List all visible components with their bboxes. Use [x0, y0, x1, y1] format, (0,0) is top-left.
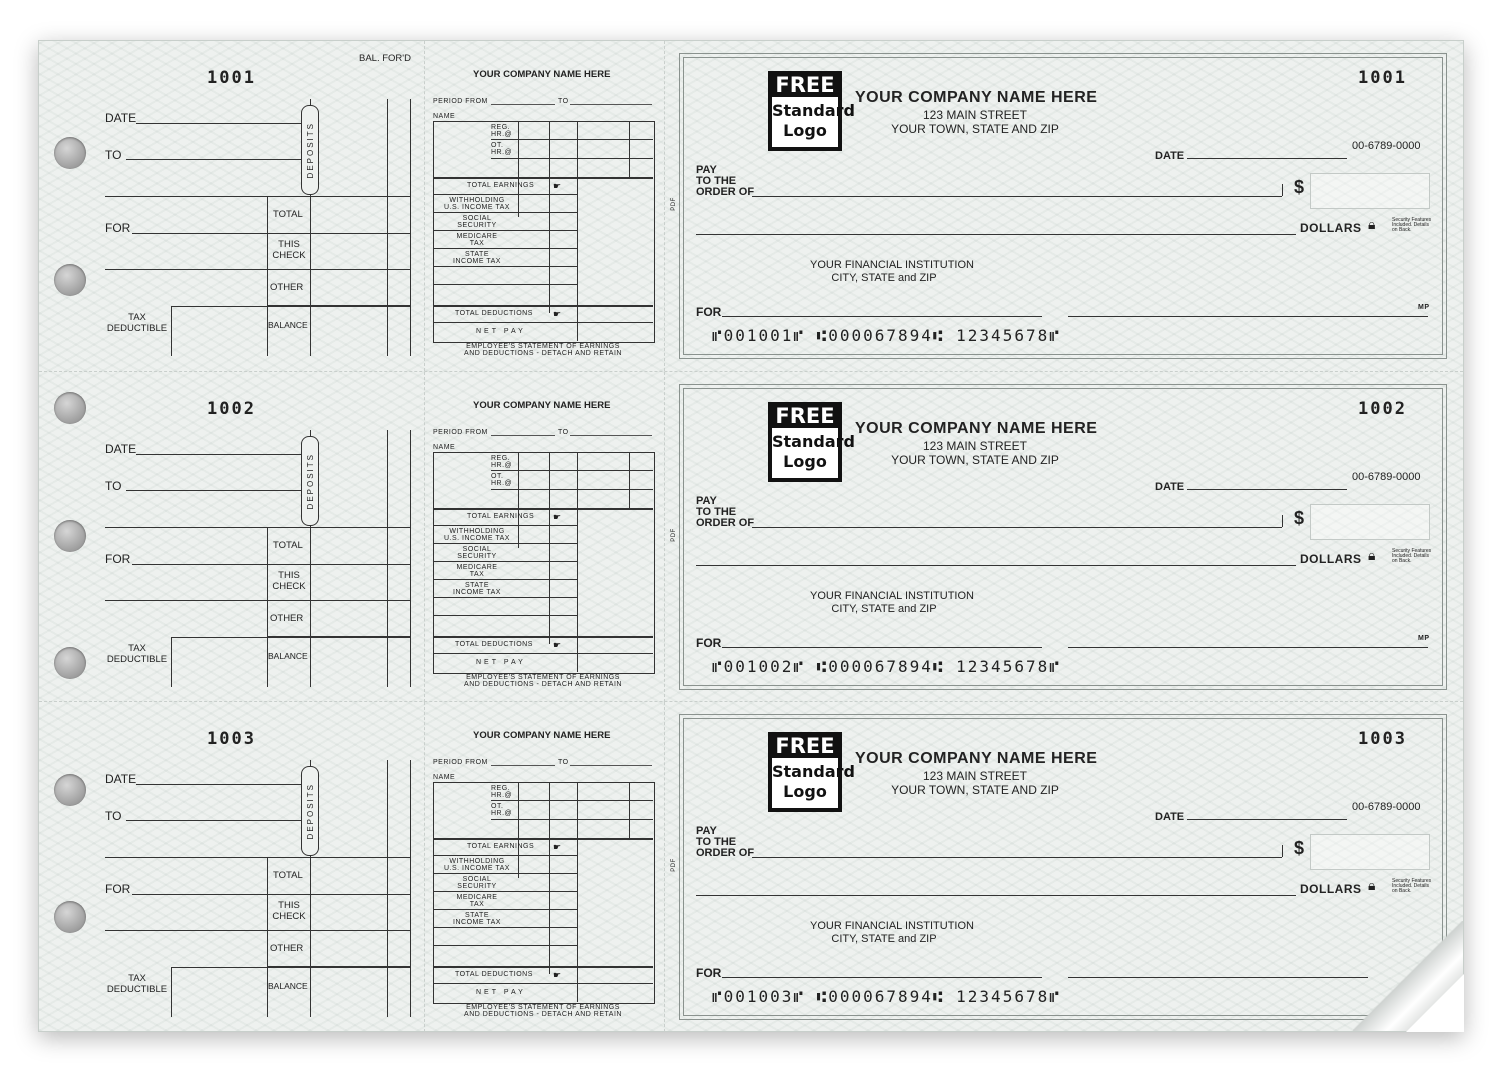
stub-to-line[interactable] [126, 159, 304, 160]
net-pay-label: NET PAY [476, 328, 526, 335]
stub-for-label: FOR [105, 552, 131, 566]
bank-name: YOUR FINANCIAL INSTITUTION [810, 590, 974, 602]
bank-city: CITY, STATE and ZIP [831, 272, 937, 284]
dollar-sign: $ [1294, 508, 1305, 528]
check-number: 1002 [1358, 399, 1407, 419]
grid-line [433, 248, 577, 249]
bank-city: CITY, STATE and ZIP [831, 933, 937, 945]
grid-line [433, 945, 577, 946]
grid-line [491, 158, 653, 159]
pdf-label: PDF [670, 197, 677, 211]
social-security-label: SOCIAL SECURITY [457, 215, 497, 229]
grid-line [433, 579, 577, 580]
stub-vline [410, 760, 411, 1017]
check-row-2 [39, 371, 1463, 702]
stub-for-line[interactable] [132, 233, 267, 234]
stub-vline [171, 306, 172, 356]
period-from-label: PERIOD FROM [433, 429, 488, 436]
period-from-line[interactable] [491, 435, 555, 436]
routing-fraction: 00-6789-0000 [1352, 801, 1421, 813]
employee-statement: EMPLOYEE'S STATEMENT OF EARNINGS AND DEDUCTIONS - DETACH AND RETAIN [464, 1004, 622, 1018]
total-deductions-label: TOTAL DEDUCTIONS [455, 971, 533, 978]
mp-label: MP [1418, 304, 1430, 311]
check-company-name: YOUR COMPANY NAME HERE [855, 420, 1098, 437]
stub-date-label: DATE [105, 111, 137, 125]
grid-line [433, 636, 653, 638]
pay-to-label: PAY TO THE ORDER OF [696, 825, 755, 859]
bank-city: CITY, STATE and ZIP [831, 603, 937, 615]
stub-line [267, 600, 410, 601]
lock-icon: 🔒︎ [1368, 877, 1376, 893]
perforation [424, 702, 425, 1032]
grid-line [433, 230, 577, 231]
binder-hole [54, 392, 86, 424]
stub-line [171, 967, 267, 968]
perforation [424, 41, 425, 371]
stub-for-line-2[interactable] [105, 930, 267, 931]
stub-line [267, 233, 410, 234]
stub-to-label: TO [105, 479, 122, 493]
check-number: 1003 [1358, 729, 1407, 749]
period-to-line[interactable] [570, 104, 652, 105]
check-company-name: YOUR COMPANY NAME HERE [855, 89, 1098, 106]
period-to-line[interactable] [570, 765, 652, 766]
check-date-label: DATE [1155, 481, 1185, 493]
payroll-company: YOUR COMPANY NAME HERE [473, 730, 611, 741]
stub-to-label: TO [105, 809, 122, 823]
net-pay-label: NET PAY [476, 659, 526, 666]
bal-ford-label: BAL. FOR'D [359, 53, 411, 64]
amount-box[interactable] [1310, 173, 1430, 209]
check-date-line[interactable] [1187, 489, 1347, 490]
stub-line [267, 564, 410, 565]
balance-label: BALANCE [268, 981, 308, 991]
employee-statement: EMPLOYEE'S STATEMENT OF EARNINGS AND DEDUCTIONS - DETACH AND RETAIN [464, 343, 622, 357]
stub-vline [410, 430, 411, 687]
perforation [664, 41, 665, 371]
amount-words-line[interactable] [696, 895, 1296, 896]
grid-line [433, 855, 577, 856]
payroll-company: YOUR COMPANY NAME HERE [473, 400, 611, 411]
stub-for-line-2[interactable] [105, 269, 267, 270]
name-label: NAME [433, 774, 456, 781]
stub-date-line[interactable] [136, 123, 304, 124]
check-face [679, 384, 1447, 690]
micr-line: ⑈001003⑈ ⑆000067894⑆ 12345678⑈ [712, 987, 1061, 1006]
pay-to-label: PAY TO THE ORDER OF [696, 495, 755, 529]
period-from-line[interactable] [491, 765, 555, 766]
total-label: TOTAL [273, 870, 303, 881]
period-from-label: PERIOD FROM [433, 98, 488, 105]
pointing-hand-icon: ☛ [553, 309, 562, 319]
check-company-name: YOUR COMPANY NAME HERE [855, 750, 1098, 767]
state-tax-label: STATE INCOME TAX [453, 912, 501, 926]
pointing-hand-icon: ☛ [553, 512, 562, 522]
memo-label: FOR [696, 305, 722, 319]
grid-line [433, 597, 577, 598]
stub-line [171, 306, 267, 307]
company-street: 123 MAIN STREET [922, 769, 1028, 783]
period-from-line[interactable] [491, 104, 555, 105]
micr-line: ⑈001002⑈ ⑆000067894⑆ 12345678⑈ [712, 657, 1061, 676]
stub-for-line-2[interactable] [105, 600, 267, 601]
payee-line[interactable] [752, 527, 1282, 528]
payee-line[interactable] [752, 196, 1282, 197]
check-row-1 [39, 41, 1463, 371]
check-date-line[interactable] [1187, 158, 1347, 159]
deposits-tab: DEPOSITS [301, 105, 319, 195]
stub-line [267, 269, 410, 270]
binder-hole [54, 520, 86, 552]
stub-date-label: DATE [105, 442, 137, 456]
grid-line [433, 966, 653, 968]
withholding-label: WITHHOLDING U.S. INCOME TAX [444, 528, 510, 542]
binder-hole [54, 901, 86, 933]
company-street: 123 MAIN STREET [922, 439, 1028, 453]
amount-box[interactable] [1310, 834, 1430, 870]
routing-fraction: 00-6789-0000 [1352, 140, 1421, 152]
grid-vline [577, 782, 578, 1002]
perforation [664, 702, 665, 1032]
ot-hr-label: OT. HR.@ [491, 473, 513, 487]
total-deductions-label: TOTAL DEDUCTIONS [455, 641, 533, 648]
signature-line[interactable] [1068, 647, 1428, 648]
binder-hole [54, 774, 86, 806]
this-check-label: THIS CHECK [272, 900, 306, 922]
other-label: OTHER [270, 613, 304, 624]
pdf-label: PDF [670, 858, 677, 872]
social-security-label: SOCIAL SECURITY [457, 546, 497, 560]
grid-line [491, 489, 653, 490]
ot-hr-label: OT. HR.@ [491, 142, 513, 156]
period-to-label: TO [558, 429, 569, 436]
dollars-label: DOLLARS [1300, 882, 1362, 896]
stub-for-label: FOR [105, 882, 131, 896]
period-from-label: PERIOD FROM [433, 759, 488, 766]
pdf-label: PDF [670, 528, 677, 542]
balance-label: BALANCE [268, 651, 308, 661]
grid-line [433, 838, 653, 840]
grid-line [433, 194, 577, 195]
lock-icon: 🔒︎ [1368, 547, 1376, 563]
stub-vline [267, 527, 268, 687]
security-note: Security Features Included. Details on Back. [1392, 878, 1432, 894]
binder-hole [54, 264, 86, 296]
grid-line [433, 543, 577, 544]
social-security-label: SOCIAL SECURITY [457, 876, 497, 890]
total-deductions-label: TOTAL DEDUCTIONS [455, 310, 533, 317]
logo-badge: FREE Standard Logo [768, 402, 842, 482]
company-street: 123 MAIN STREET [922, 108, 1028, 122]
deposits-tab: DEPOSITS [301, 436, 319, 526]
balance-label: BALANCE [268, 320, 308, 330]
total-earnings-label: TOTAL EARNINGS [467, 182, 535, 189]
check-date-line[interactable] [1187, 819, 1347, 820]
bank-name: YOUR FINANCIAL INSTITUTION [810, 920, 974, 932]
stub-vline [387, 430, 388, 687]
grid-line [433, 653, 653, 654]
total-earnings-label: TOTAL EARNINGS [467, 513, 535, 520]
stub-line [267, 894, 410, 895]
memo-label: FOR [696, 636, 722, 650]
grid-vline [629, 121, 630, 177]
stub-check-number: 1002 [207, 399, 256, 419]
stub-line [267, 636, 410, 638]
withholding-label: WITHHOLDING U.S. INCOME TAX [444, 197, 510, 211]
grid-vline [629, 782, 630, 838]
medicare-label: MEDICARE TAX [456, 894, 498, 908]
check-date-label: DATE [1155, 150, 1185, 162]
grid-line [433, 615, 577, 616]
medicare-label: MEDICARE TAX [456, 233, 498, 247]
grid-line [433, 873, 577, 874]
perforation [664, 372, 665, 702]
grid-line [491, 800, 653, 801]
stub-check-number: 1001 [207, 68, 256, 88]
grid-line [433, 212, 577, 213]
stub-date-line[interactable] [136, 454, 304, 455]
stub-vline [267, 196, 268, 356]
logo-badge: FREE Standard Logo [768, 732, 842, 812]
total-label: TOTAL [273, 540, 303, 551]
grid-line [433, 909, 577, 910]
stub-divider [105, 527, 410, 528]
check-face [679, 714, 1447, 1020]
tax-deductible-label: TAX DEDUCTIBLE [106, 312, 168, 334]
period-to-line[interactable] [570, 435, 652, 436]
amount-box[interactable] [1310, 504, 1430, 540]
pointing-hand-icon: ☛ [553, 640, 562, 650]
grid-vline [577, 452, 578, 672]
other-label: OTHER [270, 282, 304, 293]
stub-date-label: DATE [105, 772, 137, 786]
stub-divider [105, 857, 410, 858]
binder-hole [54, 137, 86, 169]
stub-vline [171, 967, 172, 1017]
stub-check-number: 1003 [207, 729, 256, 749]
lock-icon: 🔒︎ [1368, 216, 1376, 232]
security-note: Security Features Included. Details on Back. [1392, 217, 1432, 233]
perforation [424, 372, 425, 702]
company-town: YOUR TOWN, STATE AND ZIP [891, 783, 1059, 797]
this-check-label: THIS CHECK [272, 239, 306, 261]
check-face [679, 53, 1447, 359]
bank-name: YOUR FINANCIAL INSTITUTION [810, 259, 974, 271]
grid-line [433, 266, 577, 267]
stub-to-label: TO [105, 148, 122, 162]
payee-line-end [1282, 845, 1283, 857]
period-to-label: TO [558, 759, 569, 766]
mp-label: MP [1418, 635, 1430, 642]
stub-vline [171, 637, 172, 687]
payee-line-end [1282, 184, 1283, 196]
memo-label: FOR [696, 966, 722, 980]
signature-line[interactable] [1068, 977, 1368, 978]
withholding-label: WITHHOLDING U.S. INCOME TAX [444, 858, 510, 872]
pointing-hand-icon: ☛ [553, 842, 562, 852]
amount-words-line[interactable] [696, 234, 1296, 235]
ot-hr-label: OT. HR.@ [491, 803, 513, 817]
payee-line[interactable] [752, 857, 1282, 858]
routing-fraction: 00-6789-0000 [1352, 471, 1421, 483]
pointing-hand-icon: ☛ [553, 181, 562, 191]
stub-for-line[interactable] [132, 894, 267, 895]
grid-vline [629, 452, 630, 508]
grid-line [433, 983, 653, 984]
reg-hr-label: REG. HR.@ [491, 124, 513, 138]
stub-to-line[interactable] [126, 490, 304, 491]
this-check-label: THIS CHECK [272, 570, 306, 592]
total-label: TOTAL [273, 209, 303, 220]
logo-badge: FREE Standard Logo [768, 71, 842, 151]
stub-divider [105, 196, 410, 197]
tax-deductible-label: TAX DEDUCTIBLE [106, 643, 168, 665]
name-label: NAME [433, 444, 456, 451]
stub-vline [387, 760, 388, 1017]
memo-line[interactable] [722, 647, 1042, 648]
period-to-label: TO [558, 98, 569, 105]
grid-line [433, 525, 577, 526]
grid-line [433, 177, 653, 179]
dollar-sign: $ [1294, 177, 1305, 197]
memo-line[interactable] [722, 977, 1042, 978]
deposits-tab: DEPOSITS [301, 766, 319, 856]
grid-vline [518, 121, 519, 217]
total-earnings-label: TOTAL EARNINGS [467, 843, 535, 850]
grid-line [491, 819, 653, 820]
security-note: Security Features Included. Details on Back. [1392, 548, 1432, 564]
dollars-label: DOLLARS [1300, 221, 1362, 235]
reg-hr-label: REG. HR.@ [491, 785, 513, 799]
pointing-hand-icon: ☛ [553, 970, 562, 980]
net-pay-label: NET PAY [476, 989, 526, 996]
grid-line [433, 284, 577, 285]
memo-line[interactable] [722, 316, 1042, 317]
tax-deductible-label: TAX DEDUCTIBLE [106, 973, 168, 995]
stub-vline [267, 857, 268, 1017]
dollars-label: DOLLARS [1300, 552, 1362, 566]
name-label: NAME [433, 113, 456, 120]
grid-vline [518, 452, 519, 548]
stub-to-line[interactable] [126, 820, 304, 821]
state-tax-label: STATE INCOME TAX [453, 582, 501, 596]
reg-hr-label: REG. HR.@ [491, 455, 513, 469]
grid-line [433, 561, 577, 562]
stub-vline [410, 99, 411, 356]
company-town: YOUR TOWN, STATE AND ZIP [891, 453, 1059, 467]
stub-line [267, 966, 410, 968]
grid-line [433, 927, 577, 928]
pay-to-label: PAY TO THE ORDER OF [696, 164, 755, 198]
grid-line [433, 305, 653, 307]
company-town: YOUR TOWN, STATE AND ZIP [891, 122, 1059, 136]
binder-hole [54, 647, 86, 679]
check-row-3 [39, 701, 1463, 1032]
check-sheet [38, 40, 1464, 1032]
state-tax-label: STATE INCOME TAX [453, 251, 501, 265]
stub-for-line[interactable] [132, 564, 267, 565]
stub-line [267, 930, 410, 931]
grid-line [433, 891, 577, 892]
grid-vline [577, 121, 578, 341]
micr-line: ⑈001001⑈ ⑆000067894⑆ 12345678⑈ [712, 326, 1061, 345]
medicare-label: MEDICARE TAX [456, 564, 498, 578]
payroll-company: YOUR COMPANY NAME HERE [473, 69, 611, 80]
stub-date-line[interactable] [136, 784, 304, 785]
amount-words-line[interactable] [696, 565, 1296, 566]
check-number: 1001 [1358, 68, 1407, 88]
grid-line [491, 139, 653, 140]
dollar-sign: $ [1294, 838, 1305, 858]
payee-line-end [1282, 515, 1283, 527]
employee-statement: EMPLOYEE'S STATEMENT OF EARNINGS AND DEDUCTIONS - DETACH AND RETAIN [464, 674, 622, 688]
stub-line [171, 637, 267, 638]
stub-vline [387, 99, 388, 356]
grid-line [491, 470, 653, 471]
signature-line[interactable] [1068, 316, 1428, 317]
stub-for-label: FOR [105, 221, 131, 235]
stub-line [267, 305, 410, 307]
check-date-label: DATE [1155, 811, 1185, 823]
grid-vline [518, 782, 519, 878]
grid-line [433, 322, 653, 323]
other-label: OTHER [270, 943, 304, 954]
grid-line [433, 508, 653, 510]
